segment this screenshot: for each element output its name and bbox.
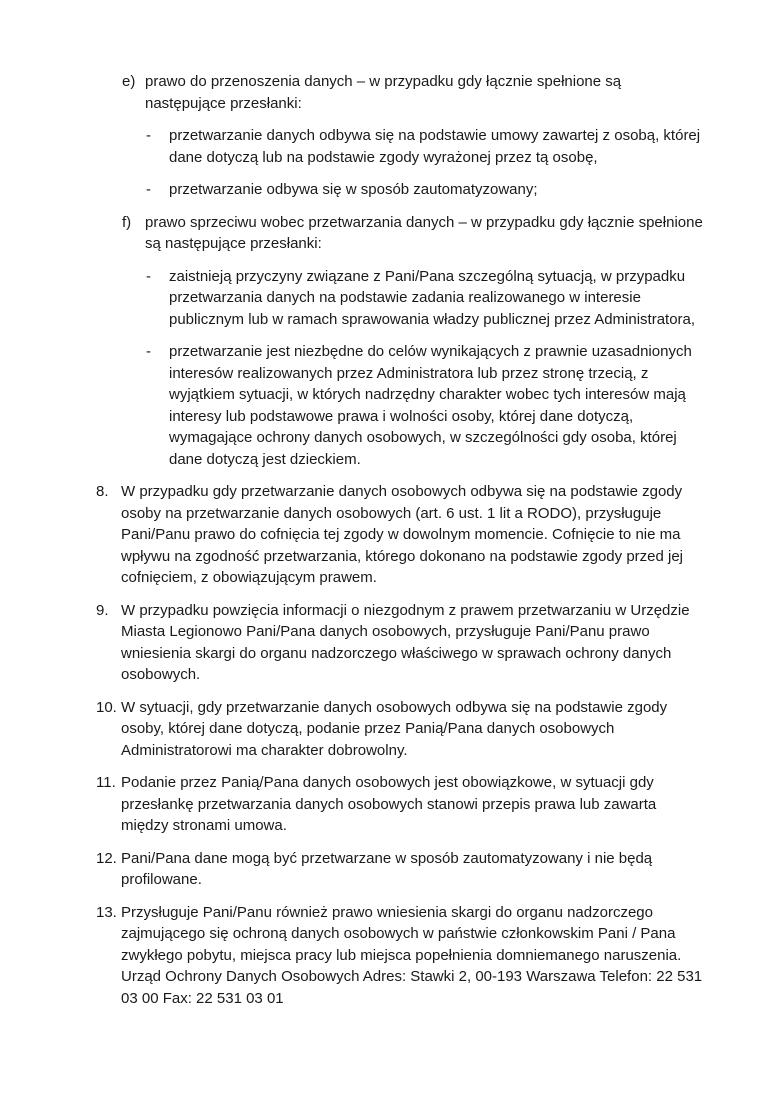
numbered-item-text: Pani/Pana dane mogą być przetwarzane w sposób zautomatyzowany i nie będą profilowane. [121,849,653,888]
numbered-item-text: W przypadku gdy przetwarzanie danych osobowych odbywa się na podstawie zgody osoby na przetwarzanie danych osobowych (art. 6 ust. 1 lit a RODO), przysługuje Pani/Panu prawo do cofnięcia tej zgody w dowolnym momencie. Cofnięcie to nie ma wpływu na zgodność przetwarzania, którego dokonano na podstawie zgody przed jej cofnięciem, z obowiązującym prawem. [121,483,684,586]
numbered-item-11 [0,772,775,837]
document-page [0,71,775,1020]
list-marker: e) [122,73,136,90]
dash-marker: - [146,267,151,285]
sub-list-item-text: przetwarzanie odbywa się w sposób zautomatyzowany; [169,181,538,198]
list-number: 8. [96,483,109,500]
numbered-item-9 [0,600,775,686]
sub-list-item [0,266,775,331]
dash-marker: - [146,127,151,144]
numbered-item-12 [0,848,775,891]
list-number: 10. [96,698,117,716]
list-item-text: prawo do przenoszenia danych – w przypadku gdy łącznie spełnione są następujące przesłanki: [145,73,622,112]
list-item-e [0,71,775,114]
list-marker: f) [122,213,132,231]
sub-list-item-text: przetwarzanie danych odbywa się na podstawie umowy zawartej z osobą, której dane dotyczą lub na podstawie zgody wyrażonej przez tą osobę, [169,127,701,166]
numbered-item-8 [0,481,775,589]
list-item-f [0,212,775,255]
numbered-item-text: Przysługuje Pani/Panu również prawo wniesienia skargi do organu nadzorczego zajmującego się ochroną danych osobowych w państwie członkowskim Pani / Pana zwykłego pobytu, miejsca pracy lub miejsca popełnienia domniemanego naruszenia. Urząd Ochrony Danych Osobowych Adres: Stawki 2, 00-193 Warszawa Telefon: 22 531 03 00 Fax: 22 531 03 01 [121,903,703,1007]
dash-marker: - [146,343,151,360]
list-number: 11. [96,774,116,791]
numbered-item-13 [0,902,775,1010]
numbered-item-10 [0,697,775,762]
list-number: 12. [96,849,117,867]
list-number: 13. [96,903,117,921]
numbered-item-text: Podanie przez Panią/Pana danych osobowych jest obowiązkowe, w sytuacji gdy przesłankę przetwarzania danych osobowych stanowi przepis prawa lub zawarta między stronami umowa. [121,774,657,834]
sub-list-item [0,179,775,201]
list-item-text: prawo sprzeciwu wobec przetwarzania danych – w przypadku gdy łącznie spełnione są następujące przesłanki: [145,213,703,252]
sub-list-item [0,125,775,168]
numbered-item-text: W sytuacji, gdy przetwarzanie danych osobowych odbywa się na podstawie zgody osoby, której dane dotyczą, podanie przez Panią/Pana danych osobowych Administratorowi ma charakter dobrowolny. [121,698,668,759]
list-number: 9. [96,601,109,619]
sub-list-item-text: zaistnieją przyczyny związane z Pani/Pana szczególną sytuacją, w przypadku przetwarzania danych na podstawie zadania realizowanego w interesie publicznym lub w ramach sprawowania władzy publicznej przez Administratora, [169,267,696,328]
sub-list-item [0,341,775,470]
numbered-item-text: W przypadku powzięcia informacji o niezgodnym z prawem przetwarzaniu w Urzędzie Miasta Legionowo Pani/Pana danych osobowych, przysługuje Pani/Panu prawo wniesienia skargi do organu nadzorczego właściwego w sprawach ochrony danych osobowych. [121,601,690,683]
sub-list-item-text: przetwarzanie jest niezbędne do celów wynikających z prawnie uzasadnionych interesów realizowanych przez Administratora lub przez stronę trzecią, z wyjątkiem sytuacji, w których nadrzędny charakter wobec tych interesów mają interesy lub podstawowe prawa i wolności osoby, której dane dotyczą, wymagające ochrony danych osobowych, w szczególności gdy osoba, której dane dotyczą jest dzieckiem. [169,343,692,468]
dash-marker: - [146,181,151,198]
